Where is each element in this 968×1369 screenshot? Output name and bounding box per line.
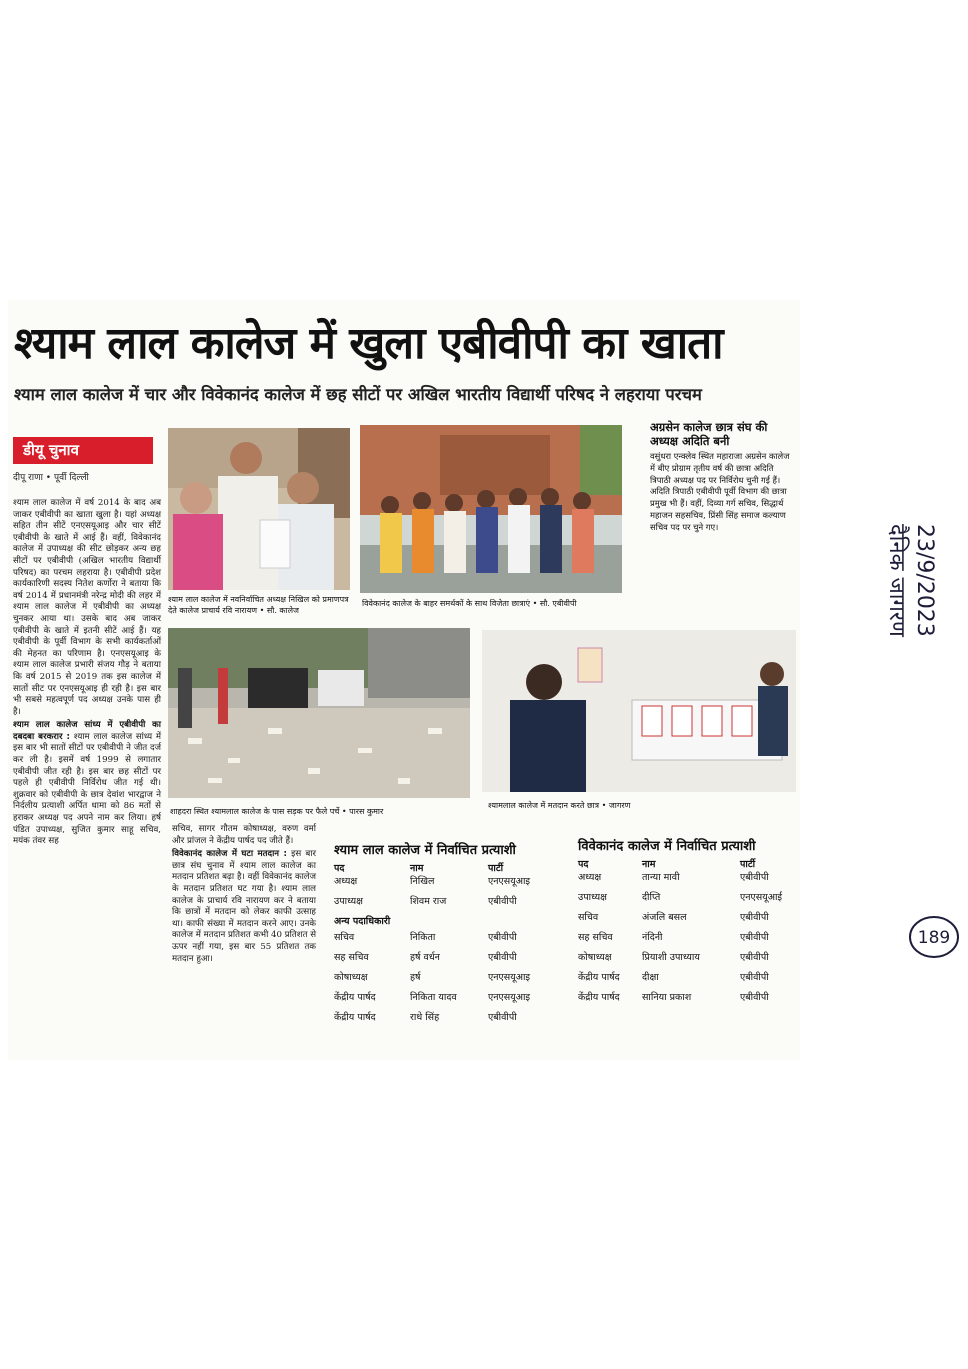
subheading: श्याम लाल कालेज सांध्य में एबीवीपी का दबदबा बरकरार : [13, 720, 161, 742]
table-row: सह सचिव नंदिनी एबीवीपी [578, 932, 769, 943]
table-row: उपाध्यक्ष शिवम राज एबीवीपी [334, 896, 517, 907]
table-row: केंद्रीय पार्षद राधे सिंह एबीवीपी [334, 1012, 517, 1023]
byline: दीपू राणा • पूर्वी दिल्ली [13, 473, 89, 483]
page-number-mark [906, 912, 962, 962]
table-shyamlal [334, 842, 564, 1030]
col-header: नाम [410, 862, 424, 874]
page-number: 189 [917, 928, 951, 948]
col-header: पद [578, 858, 589, 870]
sidebox-title: अग्रसेन कालेज छात्र संघ की अध्यक्ष अदिति बनी [650, 420, 768, 448]
caption-photo1: श्याम लाल कालेज में नवनिर्वाचित अध्यक्ष निखिल को प्रमाणपत्र देते कालेज प्राचार्य रवि नारायण • सौ. कालेज [168, 595, 349, 615]
handwritten-note [868, 520, 937, 730]
subheadline: श्याम लाल कालेज में चार और विवेकानंद कालेज में छह सीटों पर अखिल भारतीय विद्यार्थी परिषद ने लहराया परचम [14, 385, 702, 404]
table-row: उपाध्यक्ष दीप्ति एनएसयूआई [578, 892, 783, 903]
table-row: सचिव अंजलि बसल एबीवीपी [578, 912, 769, 923]
sidebox-body: वसुंधरा एन्क्लेव स्थित महाराजा अग्रसेन कालेज में बीए प्रोग्राम तृतीय वर्ष की छात्रा अदिति त्रिपाठी अध्यक्ष पद पर निर्विरोध चुनी गई हैं। अदिति त्रिपाठी एबीवीपी पूर्वी विभाग की छात्रा प्रमुख भी हैं। वहीं, दिव्या गर्ग सचिव, सिद्धार्थ महाजन सहसचिव, प्रिंसी सिंह समाज कल्याण सचिव पद पर चुने गए। [650, 451, 790, 532]
table-row: अध्यक्ष तान्या मावी एबीवीपी [578, 872, 769, 883]
caption-photo3: शाहदरा स्थित श्यामलाल कालेज के पास सड़क पर फैले पर्चे • पारस कुमार [170, 807, 384, 816]
photo-winners [360, 425, 622, 593]
article-column-2 [172, 824, 316, 1048]
col-header: पार्टी [740, 858, 756, 870]
table-row: केंद्रीय पार्षद सानिया प्रकाश एबीवीपी [578, 992, 769, 1003]
photo-certificate-image [168, 428, 350, 590]
handwritten-line2: 23/9/2023 [912, 524, 937, 637]
table-body [334, 860, 562, 1030]
col-header: नाम [642, 858, 656, 870]
table-title: विवेकानंद कालेज में निर्वाचित प्रत्याशी [578, 839, 756, 854]
sidebox-agrasen [650, 420, 790, 534]
table-row: केंद्रीय पार्षद दीक्षा एबीवीपी [578, 972, 769, 983]
col-header: पद [334, 862, 345, 874]
photo-pamphlets [168, 628, 470, 798]
caption-photo4: श्यामलाल कालेज में मतदान करते छात्र • जागरण [488, 801, 631, 810]
subheading: विवेकानंद कालेज में घटा मतदान : [172, 849, 287, 860]
section-tag: डीयू चुनाव [13, 437, 153, 464]
photo-winners-image [360, 425, 622, 593]
table-title: श्याम लाल कालेज में निर्वाचित प्रत्याशी [334, 843, 516, 858]
table-body [578, 856, 794, 1010]
handwritten-line1: दैनिक जागरण [884, 524, 909, 637]
table-row: सचिव निकिता एबीवीपी [334, 932, 517, 943]
table-row: अध्यक्ष निखिल एनएसयूआइ [334, 876, 531, 887]
table-vivekanand [578, 838, 798, 1010]
photo-voting-image [482, 630, 796, 792]
headline: श्याम लाल कालेज में खुला एबीवीपी का खाता [14, 318, 723, 369]
table-row: कोषाध्यक्ष प्रियाशी उपाध्याय एबीवीपी [578, 952, 769, 963]
table-row: कोषाध्यक्ष हर्ष एनएसयूआइ [334, 972, 531, 983]
col-header: पार्टी [488, 862, 504, 874]
paragraph: श्याम लाल कालेज में वर्ष 2014 के बाद अब जाकर एबीवीपी का खाता खुला है। यहां अध्यक्ष सहित तीन सीटें एनएसयूआइ और चार सीटें एबीवीपी के खाते में आई हैं। वहीं, विवेकानंद कालेज में उपाध्यक्ष की सीट छोड़कर अन्य छह सीटों पर एबीवीपी (अखिल भारतीय विद्यार्थी परिषद) का परचम लहराया है। एबीवीपी प्रदेश कार्यकारिणी सदस्य नितेश कर्णोरा ने बताया कि वर्ष 2014 में प्रधानमंत्री नरेन्द्र मोदी की लहर में श्याम लाल कालेज में एबीवीपी का अध्यक्ष चुनकर आया था। उसके बाद अब जाकर एबीवीपी के खाते में इतनी सीटें आई हैं। यह एबीवीपी के पूर्वी विभाग के सभी कार्यकर्ताओं की मेहनत का परिणाम है। एनएसयूआइ के श्याम लाल कालेज प्रभारी संजय गौड़ ने बताया कि वर्ष 2015 से 2019 तक इस कालेज में सातों सीट पर एनएसयूआइ ही रही है। इस बार भी सबसे महत्वपूर्ण पद अध्यक्ष उनके पास ही है। [13, 498, 161, 717]
table-row: केंद्रीय पार्षद निकिता यादव एनएसयूआइ [334, 992, 531, 1003]
photo-voting [482, 630, 796, 792]
photo-certificate [168, 428, 350, 590]
paragraph: विवेकानंद कालेज में घटा मतदान : इस बार छात्र संघ चुनाव में श्याम लाल कालेज का मतदान प्रतिशत बढ़ा है। वहीं विवेकानंद कालेज के मतदान प्रतिशत घट गया है। श्याम लाल कालेज के प्राचार्य रवि नारायण कर ने बताया कि छात्रों में मतदान को लेकर काफी उत्साह था। काफी संख्या में मतदान करने आए। उनके कालेज में मतदान प्रतिशत कभी 40 प्रतिशत से ऊपर नहीं गया, इस बार 55 प्रतिशत तक मतदान हुआ। [172, 849, 317, 964]
paragraph: श्याम लाल कालेज सांध्य में एबीवीपी का दबदबा बरकरार : श्याम लाल कालेज सांध्य में इस बार भी सातों सीटों पर एबीवीपी ने जीत दर्ज कर ली है। इसमें वर्ष 1999 से लगातार एबीवीपी जीत रही है। इस बार छह सीटों पर पहले ही एबीवीपी निर्विरोध जीत गई थी। शुक्रवार को एबीवीपी के छात्र देवांश भारद्वाज ने निर्दलीय प्रत्याशी अर्पित धामा को 86 मतों से हराकर अध्यक्ष पद अपने नाम कर लिया। हर्ष पंडित उपाध्यक्ष, सुजित कुमार साहू सचिव, मयंक तंवर सह [13, 720, 162, 847]
caption-photo2: विवेकानंद कालेज के बाहर समर्थकों के साथ विजेता छात्राएं • सौ. एबीवीपी [362, 599, 577, 608]
table-subheader: अन्य पदाधिकारी [334, 916, 391, 927]
table-row: सह सचिव हर्ष वर्धन एबीवीपी [334, 952, 517, 963]
article-column-1 [13, 498, 161, 1052]
paragraph: सचिव, सागर गौतम कोषाध्यक्ष, वरुण वर्मा और प्रांजल ने केंद्रीय पार्षद पद जीते हैं। [172, 824, 316, 846]
photo-pamphlets-image [168, 628, 470, 798]
